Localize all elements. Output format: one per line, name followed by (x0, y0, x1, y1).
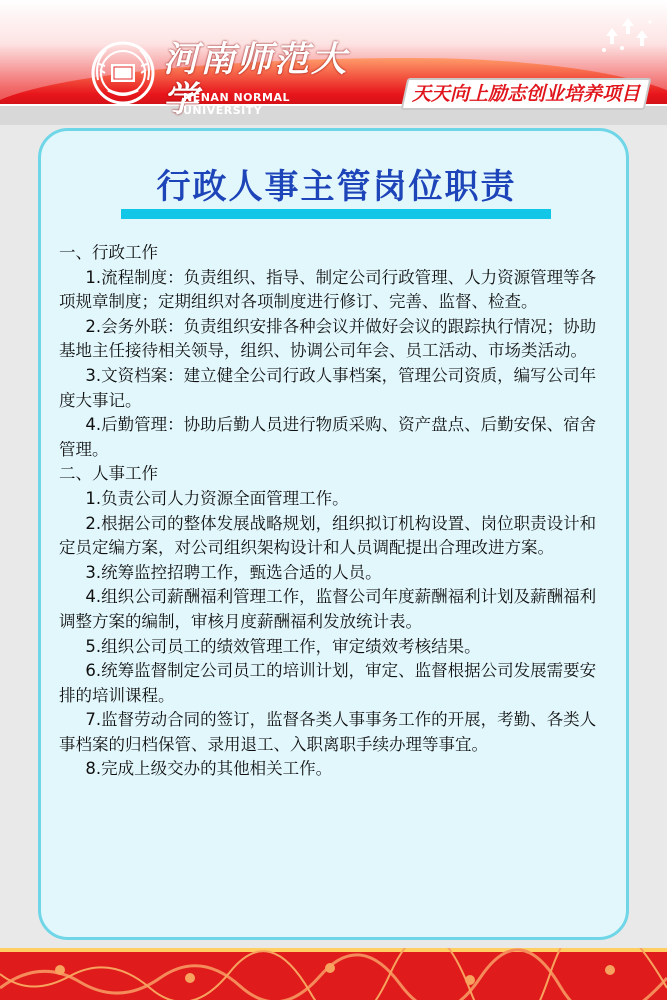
duty-item: 6.统筹监督制定公司员工的培训计划，审定、监督根据公司发展需要安排的培训课程。 (59, 661, 597, 705)
duty-item: 3.统筹监控招聘工作，甄选合适的人员。 (85, 562, 382, 582)
duty-item: 4.后勤管理：协助后勤人员进行物质采购、资产盘点、后勤安保、宿舍管理。 (59, 415, 597, 459)
duty-item: 3.文资档案：建立健全公司行政人事档案，管理公司资质，编写公司年度大事记。 (59, 365, 597, 410)
content-card (38, 128, 629, 940)
duty-item: 5.组织公司员工的绩效管理工作，审定绩效考核结果。 (85, 636, 481, 656)
footer-band (0, 948, 667, 1000)
section-heading: 一、行政工作 (59, 243, 158, 262)
university-name: 河南师范大学 (163, 39, 349, 120)
duty-item: 1.流程制度：负责组织、指导、制定公司行政管理、人力资源管理等各项规章制度；定期组织对各项制度进行修订、完善、监督、检查。 (59, 267, 597, 312)
duty-item: 1.负责公司人力资源全面管理工作。 (85, 488, 349, 508)
duty-item: 2.根据公司的整体发展战略规划，组织拟订机构设置、岗位职责设计和定员定编方案，对公司组织架构设计和人员调配提出合理改进方案。 (59, 513, 597, 558)
duty-item: 4.组织公司薪酬福利管理工作，监督公司年度薪酬福利计划及薪酬福利调整方案的编制，审核月度薪酬福利发放统计表。 (59, 587, 597, 631)
duty-item: 2.会务外联：负责组织安排各种会议并做好会议的跟踪执行情况；协助基地主任接待相关领导，组织、协调公司年会、员工活动、市场类活动。 (59, 316, 597, 361)
section-heading: 二、人事工作 (59, 464, 158, 484)
stars-arrows-icon (598, 16, 652, 56)
duty-item: 8.完成上级交办的其他相关工作。 (85, 759, 333, 779)
floral-ornament-icon (0, 948, 667, 1000)
university-name-en: NENAN NORMAL UNIVERSITY (183, 91, 290, 117)
university-seal-icon (90, 40, 156, 106)
slogan-text: 天天向上励志创业培养项目 (411, 83, 640, 105)
page-title: 行政人事主管岗位职责 (156, 167, 517, 207)
title-underline (121, 209, 551, 219)
duties-content (59, 241, 609, 782)
duty-item: 7.监督劳动合同的签订，监督各类人事事务工作的开展，考勤、各类人事档案的归档保管、录用退工、入职离职手续办理等事宜。 (59, 710, 597, 754)
